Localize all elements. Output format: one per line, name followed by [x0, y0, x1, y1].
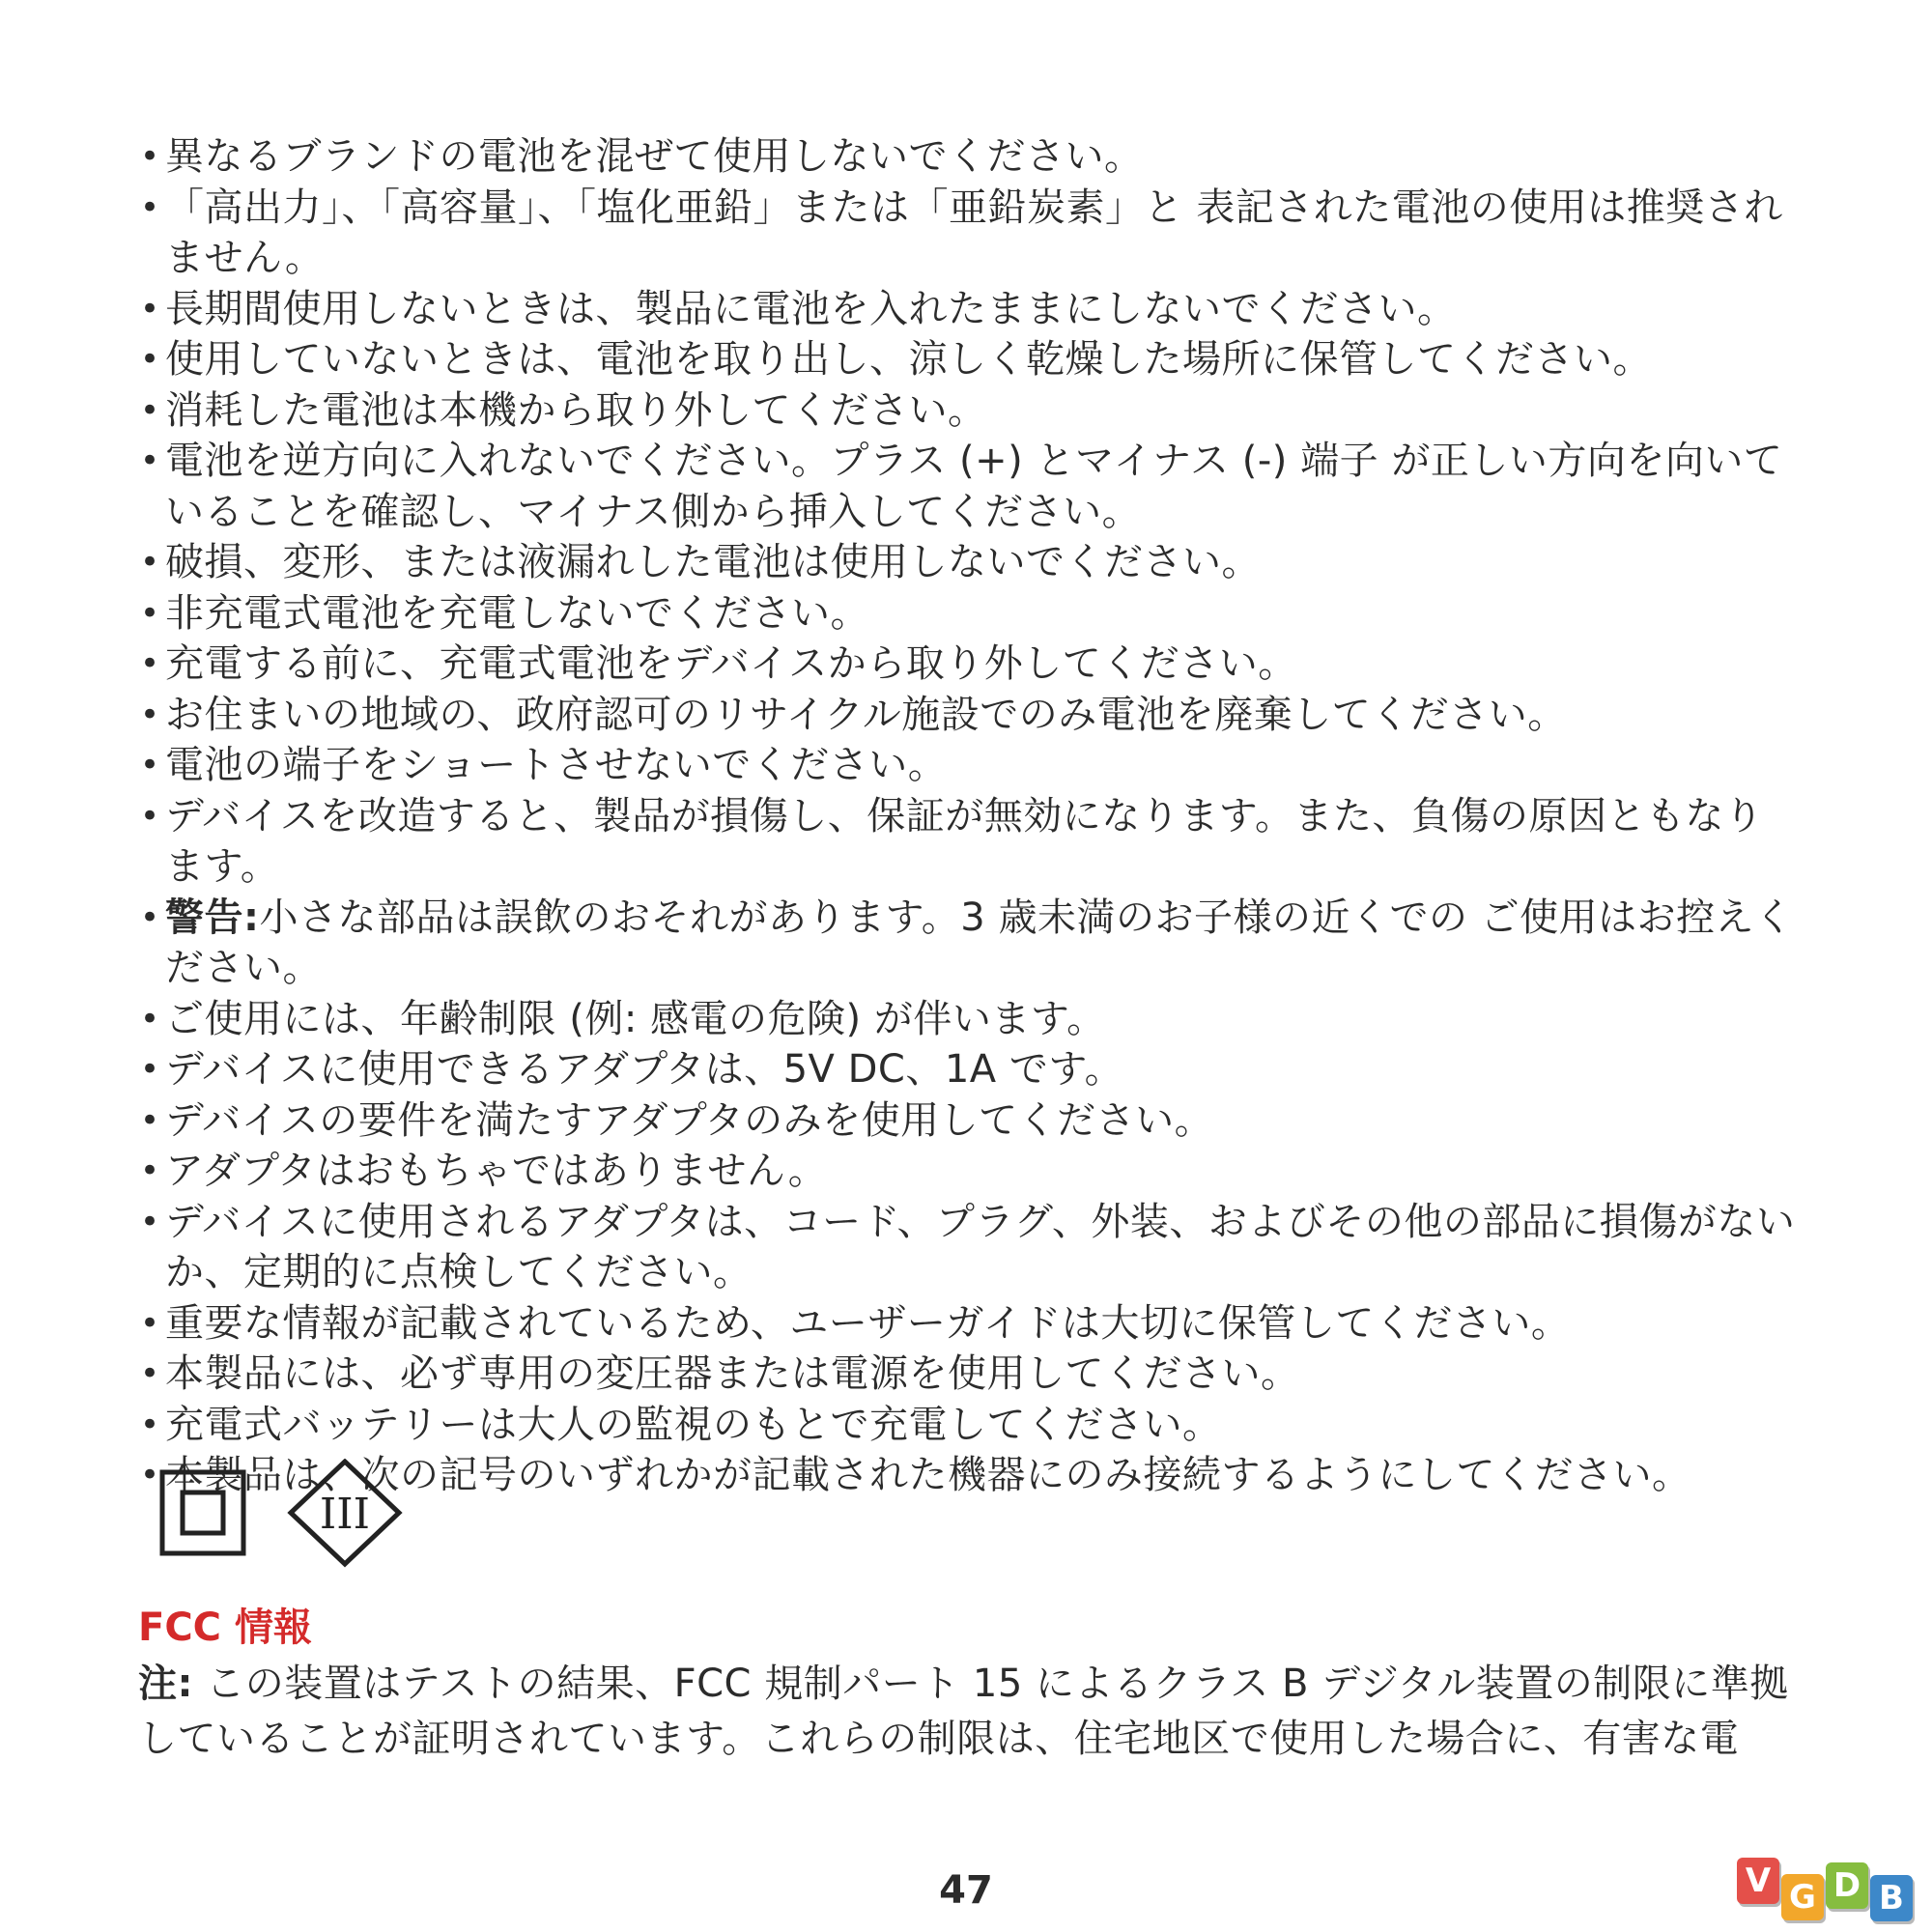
logo-letter: B [1879, 1879, 1904, 1918]
fcc-note-label: 注: [138, 1662, 193, 1706]
diamond-icon [291, 1462, 399, 1564]
bullet-text: ご使用には、年齢制限 (例: 感電の危険) が伴います。 [165, 996, 1106, 1041]
safety-bullet-item [140, 893, 1802, 994]
bullet-text: 非充電式電池を充電しないでください。 [165, 590, 869, 636]
safety-bullet-item [140, 639, 1802, 690]
logo-tile [1826, 1862, 1868, 1909]
safety-bullet-item [140, 537, 1802, 588]
safety-bullet-item [140, 334, 1802, 385]
bullet-text: 長期間使用しないときは、製品に電池を入れたままにしないでください。 [165, 286, 1457, 331]
safety-bullet-item [140, 690, 1802, 741]
vgdb-watermark-logo [1737, 1858, 1930, 1930]
safety-bullet-item [140, 994, 1802, 1045]
double-square-icon [162, 1472, 243, 1553]
safety-bullet-item [140, 1400, 1802, 1451]
logo-letter: G [1789, 1878, 1816, 1917]
logo-tile [1737, 1858, 1779, 1904]
safety-bullet-item [140, 1298, 1802, 1350]
logo-tile [1870, 1875, 1913, 1921]
bullet-text: デバイスを改造すると、製品が損傷し、保証が無効になります。また、負傷の原因ともなります。 [165, 793, 1764, 889]
fcc-heading: FCC 情報 [138, 1605, 312, 1650]
bullet-text: 使用していないときは、電池を取り出し、涼しく乾燥した場所に保管してください。 [165, 337, 1652, 382]
bullet-text: 本製品には、必ず専用の変圧器または電源を使用してください。 [165, 1351, 1300, 1396]
equipment-symbols [159, 1459, 411, 1570]
bullet-text: 電池の端子をショートさせないでください。 [165, 743, 948, 787]
logo-letter: V [1745, 1861, 1772, 1900]
bullet-text: 小さな部品は誤飲のおそれがあります。3 歳未満のお子様の近くでの ご使用はお控えください。 [165, 895, 1794, 990]
safety-bullet-list [140, 131, 1802, 1501]
logo-letter: D [1833, 1866, 1861, 1905]
bullet-text: 破損、変形、または液漏れした電池は使用しないでください。 [165, 540, 1261, 584]
bullet-text: 消耗した電池は本機から取り外してください。 [165, 387, 987, 433]
class3-label: III [319, 1490, 371, 1539]
logo-tile [1781, 1874, 1824, 1920]
page-number: 47 [939, 1868, 993, 1913]
safety-bullet-item [140, 588, 1802, 639]
safety-bullet-item [140, 1146, 1802, 1197]
safety-bullet-item [140, 1349, 1802, 1400]
safety-bullet-item [140, 1197, 1802, 1298]
bullet-text: 重要な情報が記載されているため、ユーザーガイドは大切に保管してください。 [165, 1300, 1571, 1346]
bullet-text: デバイスの要件を満たすアダプタのみを使用してください。 [165, 1097, 1214, 1143]
safety-bullet-item [140, 183, 1802, 284]
bullet-text: 電池を逆方向に入れないでください。プラス (+) とマイナス (-) 端子 が正しい方向を向いていることを確認し、マイナス側から挿入してください。 [165, 439, 1783, 534]
safety-bullet-item [140, 385, 1802, 437]
safety-bullet-item [140, 1095, 1802, 1147]
safety-bullet-item [140, 131, 1802, 183]
bullet-text: 「高出力」、「高容量」、「塩化亜鉛」または「亜鉛炭素」と 表記された電池の使用は推奨されません。 [165, 185, 1783, 280]
safety-bullet-item [140, 791, 1802, 893]
bullet-text: デバイスに使用できるアダプタは、5V DC、1A です。 [165, 1047, 1124, 1092]
bullet-text: デバイスに使用されるアダプタは、コード、プラグ、外装、およびその他の部品に損傷がないか、定期的に点検してください。 [165, 1199, 1796, 1294]
safety-bullet-item [140, 740, 1802, 791]
safety-bullet-item [140, 436, 1802, 537]
fcc-paragraph [138, 1657, 1814, 1767]
bullet-text: 充電する前に、充電式電池をデバイスから取り外してください。 [165, 641, 1297, 686]
bullet-text: お住まいの地域の、政府認可のリサイクル施設でのみ電池を廃棄してください。 [165, 692, 1567, 737]
bullet-text: 異なるブランドの電池を混ぜて使用しないでください。 [165, 134, 1144, 179]
bullet-text: 本製品は、次の記号のいずれかが記載された機器にのみ接続するようにしてください。 [165, 1453, 1691, 1497]
bullet-text: 充電式バッテリーは大人の監視のもとで充電してください。 [165, 1402, 1222, 1447]
safety-bullet-item [140, 284, 1802, 335]
fcc-body-text: この装置はテストの結果、FCC 規制パート 15 によるクラス B デジタル装置の制限に準拠していることが証明されています。これらの制限は、住宅地区で使用した場合に、有害な電 [138, 1662, 1789, 1761]
safety-bullet-item [140, 1044, 1802, 1095]
warning-label: 警告: [165, 895, 260, 940]
bullet-text: アダプタはおもちゃではありません。 [165, 1149, 828, 1193]
